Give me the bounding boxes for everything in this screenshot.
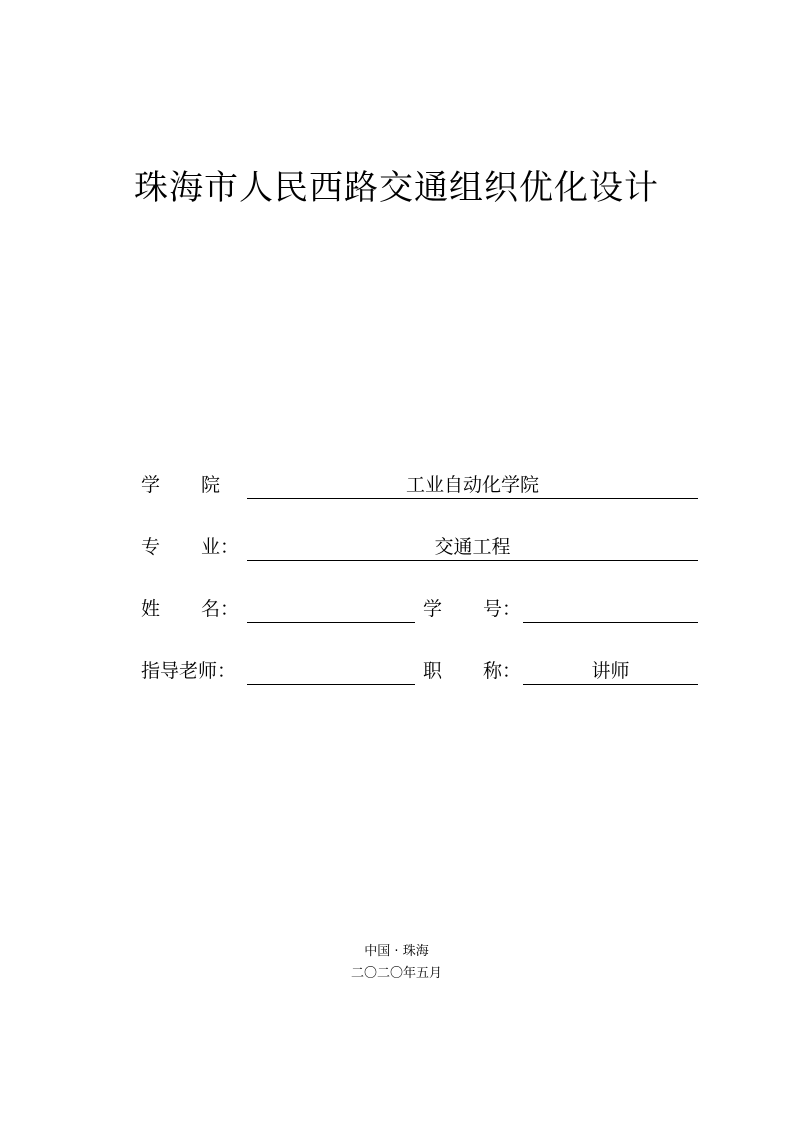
advisor-label: 指导老师： xyxy=(141,660,237,682)
student-id-label-part1: 学 xyxy=(423,598,443,620)
major-label-part1: 专 xyxy=(141,536,161,558)
college-label-part1: 学 xyxy=(141,474,161,496)
title-rank-label-part2: 称： xyxy=(483,660,522,682)
college-field: 工业自动化学院 xyxy=(247,472,698,499)
title-rank-field: 讲师 xyxy=(523,658,698,685)
name-label-part2: 名： xyxy=(201,598,240,620)
college-label-part2: 院 xyxy=(201,474,221,496)
footer-date: 二〇二〇年五月 xyxy=(350,966,442,981)
document-title: 珠海市人民西路交通组织优化设计 xyxy=(134,168,659,208)
major-field: 交通工程 xyxy=(247,534,698,561)
title-rank-label-part1: 职 xyxy=(423,660,443,682)
major-label-part2: 业： xyxy=(201,536,240,558)
student-id-label-part2: 号： xyxy=(483,598,522,620)
student-id-field xyxy=(523,596,698,623)
name-field xyxy=(247,596,415,623)
advisor-field xyxy=(247,658,415,685)
footer-location: 中国 · 珠海 xyxy=(364,944,429,959)
name-label-part1: 姓 xyxy=(141,598,161,620)
